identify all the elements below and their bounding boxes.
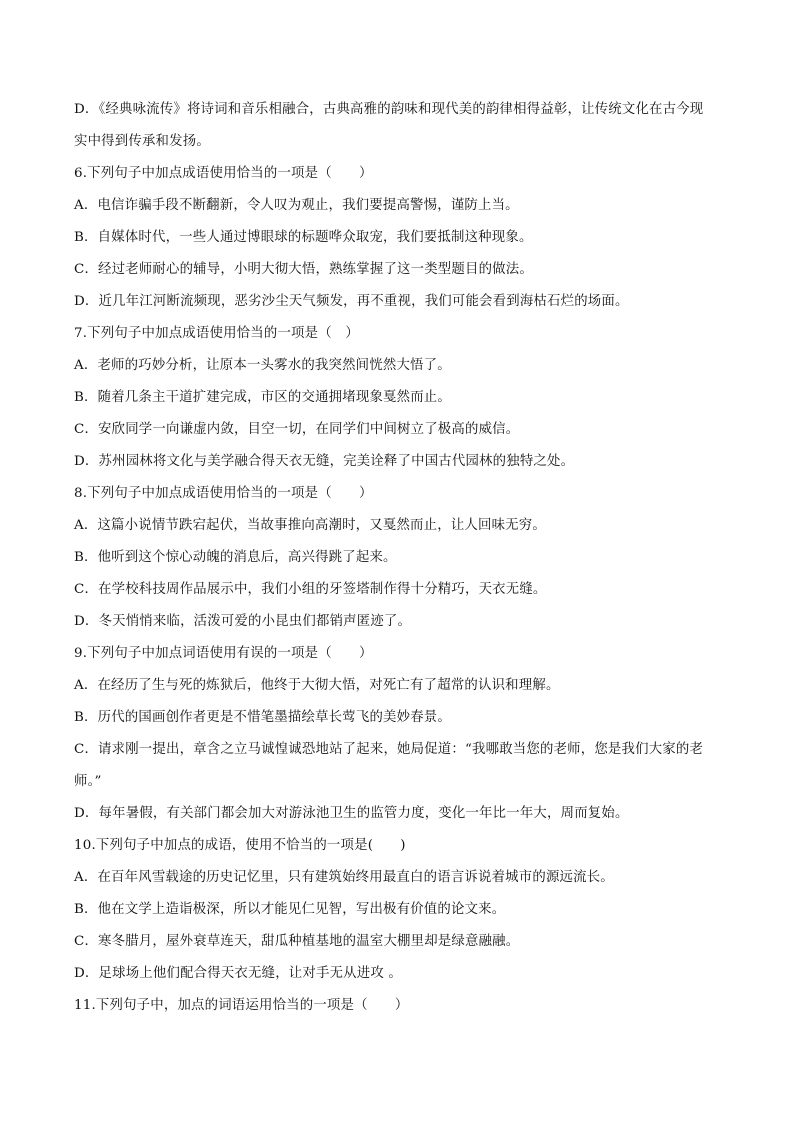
question-7-option-c: C．安欣同学一向谦虚内敛，目空一切，在同学们中间树立了极高的威信。 bbox=[74, 422, 520, 437]
question-11-stem: 11.下列句子中，加点的词语运用恰当的一项是（ ） bbox=[74, 998, 409, 1013]
question-7-stem: 7.下列句子中加点成语使用恰当的一项是（ ） bbox=[74, 326, 359, 341]
question-7-option-b: B．随着几条主干道扩建完成，市区的交通拥堵现象戛然而止。 bbox=[74, 390, 451, 405]
question-6-option-d: D．近几年江河断流频现，恶劣沙尘天气频发，再不重视，我们可能会看到海枯石烂的场面。 bbox=[74, 294, 629, 309]
question-9-option-c-line-2: 师。” bbox=[74, 774, 102, 789]
question-9-stem: 9.下列句子中加点词语使用有误的一项是（ ） bbox=[74, 646, 373, 661]
question-7-option-a: A．老师的巧妙分析，让原本一头雾水的我突然间恍然大悟了。 bbox=[74, 358, 451, 373]
question-8-stem: 8.下列句子中加点成语使用恰当的一项是（ ） bbox=[74, 486, 373, 501]
question-8-option-b: B．他听到这个惊心动魄的消息后，高兴得跳了起来。 bbox=[74, 550, 397, 565]
question-8-option-d: D．冬天悄悄来临，活泼可爱的小昆虫们都销声匿迹了。 bbox=[74, 614, 412, 629]
question-10-stem: 10.下列句子中加点的成语，使用不恰当的一项是( ) bbox=[74, 838, 406, 853]
question-6-option-a: A．电信诈骗手段不断翻新，令人叹为观止，我们要提高警惕，谨防上当。 bbox=[74, 198, 519, 213]
question-10-option-c: C．寒冬腊月，屋外衰草连天，甜瓜种植基地的温室大棚里却是绿意融融。 bbox=[74, 934, 520, 949]
question-9-option-d: D．每年暑假，有关部门都会加大对游泳池卫生的监管力度，变化一年比一年大，周而复始。 bbox=[74, 806, 629, 821]
question-10-option-d: D．足球场上他们配合得天衣无缝，让对手无从进攻 。 bbox=[74, 966, 402, 981]
question-9-option-b: B．历代的国画创作者更是不惜笔墨描绘草长莺飞的美妙春景。 bbox=[74, 710, 451, 725]
question-7-option-d: D．苏州园林将文化与美学融合得天衣无缝，完美诠释了中国古代园林的独特之处。 bbox=[74, 454, 575, 469]
option-d-text-line-1: D．《经典咏流传》将诗词和音乐相融合，古典高雅的韵味和现代美的韵律相得益彰，让传统文化在古今现 bbox=[74, 102, 704, 117]
question-10-option-b: B．他在文学上造诣极深，所以才能见仁见智，写出极有价值的论文来。 bbox=[74, 902, 506, 917]
question-8-option-a: A．这篇小说情节跌宕起伏，当故事推向高潮时，又戛然而止，让人回味无穷。 bbox=[74, 518, 546, 533]
question-8-option-c: C．在学校科技周作品展示中，我们小组的牙签塔制作得十分精巧，天衣无缝。 bbox=[74, 582, 547, 597]
option-d-text-line-2: 实中得到传承和发扬。 bbox=[74, 134, 210, 149]
question-9-option-c-line-1: C．请求刚一提出，章含之立马诚惶诚恐地站了起来，她局促道：“我哪敢当您的老师，您是我们大家的老 bbox=[74, 742, 704, 757]
question-6-stem: 6.下列句子中加点成语使用恰当的一项是（ ） bbox=[74, 166, 373, 181]
question-9-option-a: A．在经历了生与死的炼狱后，他终于大彻大悟，对死亡有了超常的认识和理解。 bbox=[74, 678, 560, 693]
question-10-option-a: A．在百年风雪载途的历史记忆里，只有建筑始终用最直白的语言诉说着城市的源远流长。 bbox=[74, 870, 614, 885]
question-6-option-c: C．经过老师耐心的辅导，小明大彻大悟，熟练掌握了这一类型题目的做法。 bbox=[74, 262, 533, 277]
question-6-option-b: B．自媒体时代，一些人通过博眼球的标题哗众取宠，我们要抵制这种现象。 bbox=[74, 230, 533, 245]
